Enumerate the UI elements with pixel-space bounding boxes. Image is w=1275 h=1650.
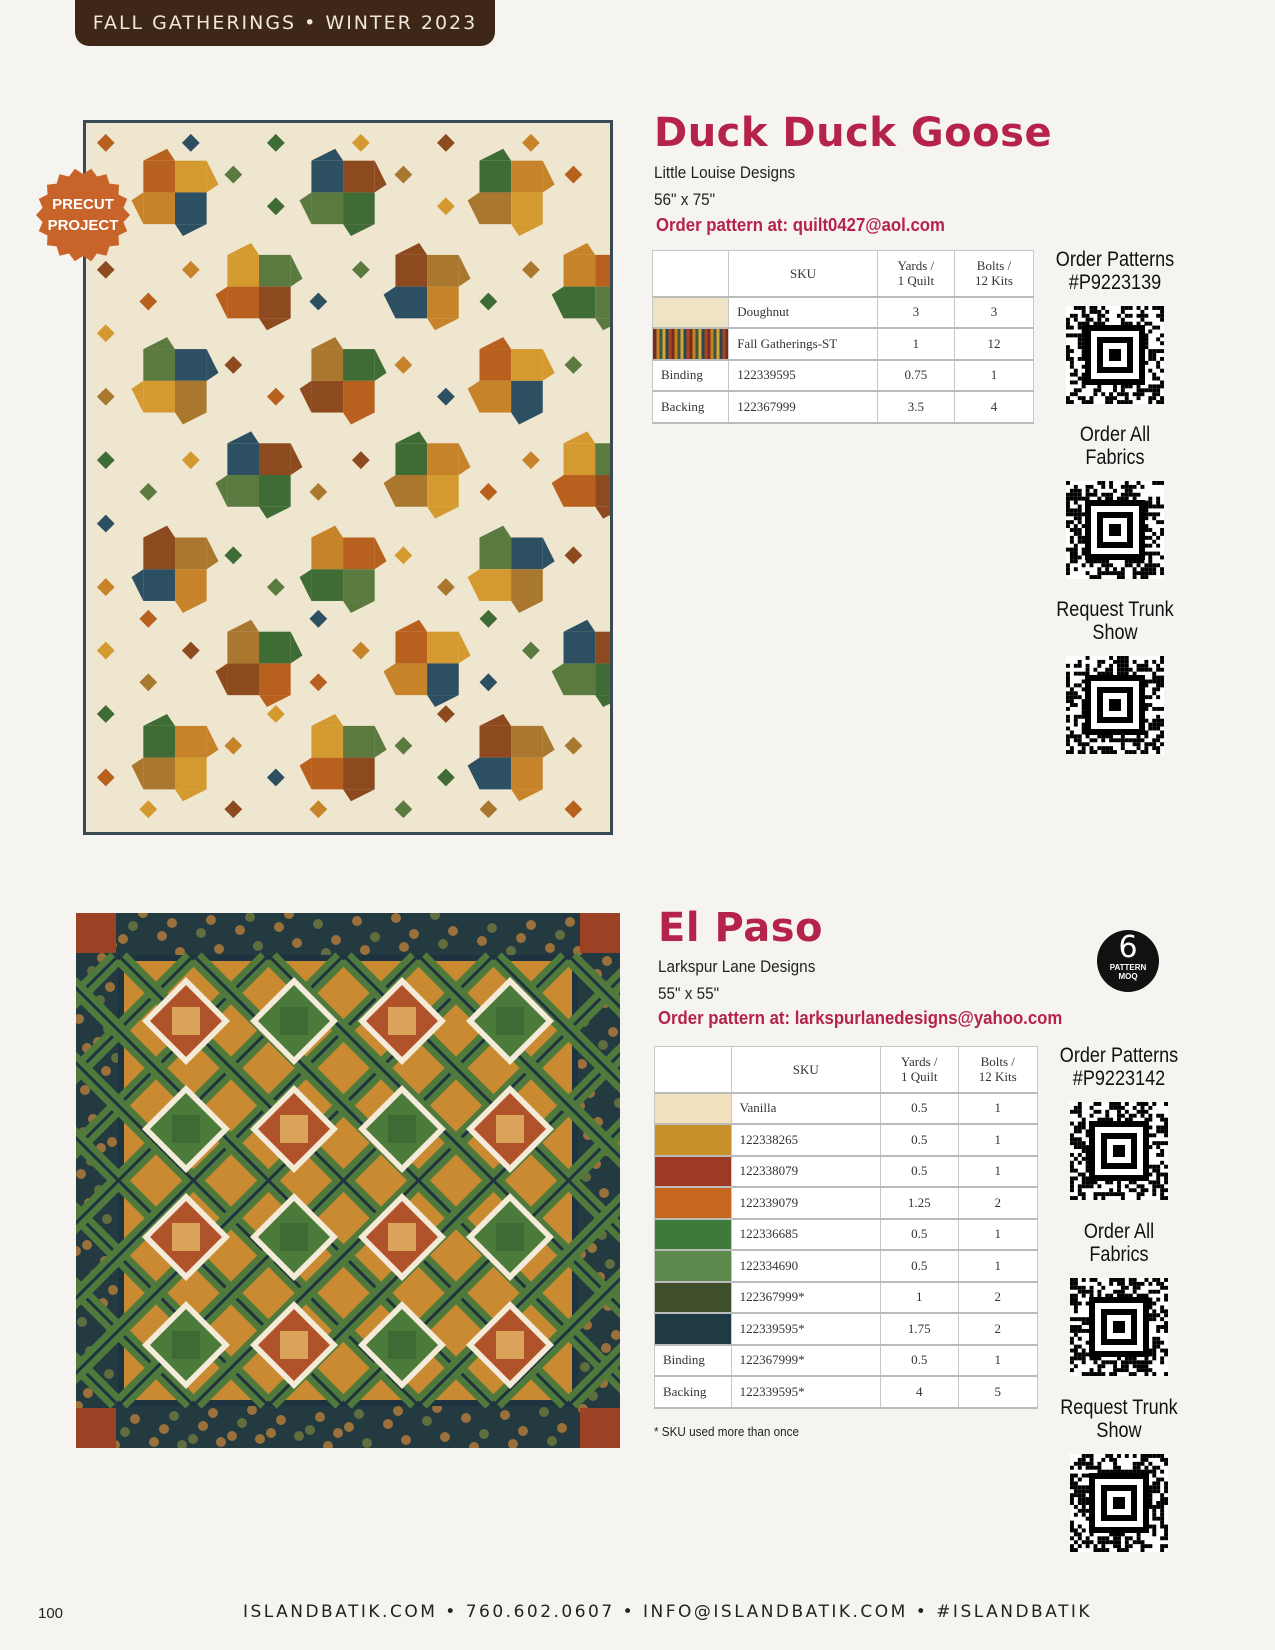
- table-row: [655, 1219, 1038, 1251]
- fabric-swatch: Backing: [655, 1376, 732, 1408]
- cell-sku: 122334690: [731, 1250, 880, 1282]
- qr-label: Order Patterns #P9223142: [1059, 1044, 1179, 1090]
- fabric-swatch: [655, 1093, 732, 1125]
- cell-sku: Fall Gatherings-ST: [729, 328, 878, 360]
- el-paso-quilt-image: [76, 913, 620, 1448]
- swatch-header: [653, 251, 729, 297]
- cell-yards: 1.25: [880, 1187, 958, 1219]
- cell-sku: 122336685: [731, 1219, 880, 1251]
- table-row: [655, 1124, 1038, 1156]
- cell-sku: 122339079: [731, 1187, 880, 1219]
- fabric-swatch: [655, 1124, 732, 1156]
- table-row: [655, 1187, 1038, 1219]
- cell-sku: 122339595: [729, 360, 878, 392]
- duck-duck-goose-quilt-image: [83, 120, 613, 835]
- fabric-swatch: Binding: [655, 1345, 732, 1377]
- qr-code-icon[interactable]: [1066, 306, 1164, 404]
- project1-meta: [654, 159, 795, 213]
- project2-meta: [658, 953, 815, 1007]
- qr-code-icon[interactable]: [1070, 1454, 1168, 1552]
- project2-designer: Larkspur Lane Designs: [658, 957, 816, 976]
- cell-bolts: 3: [954, 297, 1033, 329]
- qr-label: Order All Fabrics: [1079, 423, 1151, 469]
- qr-code-icon[interactable]: [1070, 1278, 1168, 1376]
- project1-qr-order-patterns[interactable]: [1040, 248, 1190, 404]
- fabric-swatch: Backing: [653, 391, 729, 423]
- fabric-swatch: [655, 1156, 732, 1188]
- table-row: [653, 391, 1034, 423]
- cell-sku: Doughnut: [729, 297, 878, 329]
- moq-number: 6: [1118, 930, 1138, 965]
- cell-bolts: 1: [958, 1345, 1037, 1377]
- project2-qr-order-fabrics[interactable]: [1044, 1220, 1194, 1376]
- table-row: [655, 1345, 1038, 1377]
- cell-bolts: 1: [954, 360, 1033, 392]
- project2-title: El Paso: [658, 905, 823, 951]
- cell-bolts: 1: [958, 1219, 1037, 1251]
- cell-bolts: 1: [958, 1093, 1037, 1125]
- cell-bolts: 12: [954, 328, 1033, 360]
- cell-sku: 122339595*: [731, 1376, 880, 1408]
- fabric-swatch: [653, 328, 729, 360]
- table-row: [655, 1313, 1038, 1345]
- moq-line1: PATTERN: [1109, 963, 1147, 972]
- header-tab: [75, 0, 495, 46]
- qr-label: Order Patterns #P9223139: [1055, 248, 1175, 294]
- cell-yards: 0.5: [880, 1156, 958, 1188]
- project1-fabric-table: [652, 250, 1034, 424]
- table-row: [655, 1250, 1038, 1282]
- cell-sku: 122338265: [731, 1124, 880, 1156]
- cell-bolts: 2: [958, 1313, 1037, 1345]
- project1-size: 56" x 75": [654, 190, 716, 209]
- cell-yards: 3.5: [877, 391, 954, 423]
- swatch-header: [655, 1047, 732, 1093]
- project2-order-link[interactable]: Order pattern at: larkspurlanedesigns@yahoo.com: [658, 1008, 1063, 1028]
- cell-sku: 122367999*: [731, 1345, 880, 1377]
- fabric-swatch: [655, 1219, 732, 1251]
- qr-code-icon[interactable]: [1066, 656, 1164, 754]
- cell-yards: 0.5: [880, 1124, 958, 1156]
- cell-yards: 1: [877, 328, 954, 360]
- precut-project-badge: [36, 168, 130, 262]
- column-header: Bolts / 12 Kits: [954, 251, 1033, 297]
- cell-sku: 122339595*: [731, 1313, 880, 1345]
- project2-fabric-table: [654, 1046, 1038, 1409]
- qr-label: Request Trunk Show: [1056, 598, 1174, 644]
- qr-label: Request Trunk Show: [1060, 1396, 1178, 1442]
- cell-yards: 0.75: [877, 360, 954, 392]
- project2-size: 55" x 55": [658, 984, 720, 1003]
- column-header: SKU: [731, 1047, 880, 1093]
- table-row: [653, 360, 1034, 392]
- table-row: [653, 328, 1034, 360]
- cell-bolts: 1: [958, 1124, 1037, 1156]
- qr-code-icon[interactable]: [1070, 1102, 1168, 1200]
- table-row: [655, 1376, 1038, 1408]
- fabric-swatch: [655, 1282, 732, 1314]
- cell-sku: Vanilla: [731, 1093, 880, 1125]
- cell-yards: 0.5: [880, 1345, 958, 1377]
- cell-sku: 122367999*: [731, 1282, 880, 1314]
- badge-line1: PRECUT: [52, 196, 114, 213]
- qr-label: Order All Fabrics: [1083, 1220, 1155, 1266]
- fabric-swatch: [655, 1250, 732, 1282]
- badge-line2: PROJECT: [47, 217, 119, 234]
- project1-designer: Little Louise Designs: [654, 163, 796, 182]
- cell-yards: 1: [880, 1282, 958, 1314]
- footer-contact[interactable]: ISLANDBATIK.COM • 760.602.0607 • INFO@ISLANDBATIK.COM • #ISLANDBATIK: [242, 1602, 1093, 1622]
- table-row: [655, 1282, 1038, 1314]
- column-header: SKU: [729, 251, 878, 297]
- cell-bolts: 2: [958, 1187, 1037, 1219]
- cell-bolts: 5: [958, 1376, 1037, 1408]
- column-header: Yards / 1 Quilt: [877, 251, 954, 297]
- cell-yards: 0.5: [880, 1219, 958, 1251]
- fabric-swatch: [655, 1187, 732, 1219]
- project1-order-link[interactable]: Order pattern at: quilt0427@aol.com: [656, 215, 945, 235]
- table-row: [655, 1093, 1038, 1125]
- project1-qr-trunk-show[interactable]: [1040, 598, 1190, 754]
- cell-yards: 0.5: [880, 1093, 958, 1125]
- page-number: 100: [38, 1605, 64, 1622]
- cell-sku: 122338079: [731, 1156, 880, 1188]
- project2-qr-trunk-show[interactable]: [1044, 1396, 1194, 1552]
- fabric-swatch: [655, 1313, 732, 1345]
- column-header: Bolts / 12 Kits: [958, 1047, 1037, 1093]
- cell-bolts: 2: [958, 1282, 1037, 1314]
- cell-bolts: 1: [958, 1156, 1037, 1188]
- cell-yards: 3: [877, 297, 954, 329]
- fabric-swatch: Binding: [653, 360, 729, 392]
- header-label: FALL GATHERINGS • WINTER 2023: [92, 12, 478, 34]
- project1-qr-order-fabrics[interactable]: [1040, 423, 1190, 579]
- moq-line2: MOQ: [1118, 972, 1138, 981]
- table-row: [653, 297, 1034, 329]
- project1-title: Duck Duck Goose: [654, 110, 1053, 156]
- column-header: Yards / 1 Quilt: [880, 1047, 958, 1093]
- cell-sku: 122367999: [729, 391, 878, 423]
- fabric-swatch: [653, 297, 729, 329]
- pattern-moq-badge: [1097, 930, 1159, 992]
- cell-bolts: 1: [958, 1250, 1037, 1282]
- qr-code-icon[interactable]: [1066, 481, 1164, 579]
- cell-yards: 4: [880, 1376, 958, 1408]
- cell-bolts: 4: [954, 391, 1033, 423]
- cell-yards: 1.75: [880, 1313, 958, 1345]
- table-row: [655, 1156, 1038, 1188]
- cell-yards: 0.5: [880, 1250, 958, 1282]
- project2-qr-order-patterns[interactable]: [1044, 1044, 1194, 1200]
- sku-footnote: * SKU used more than once: [654, 1424, 800, 1439]
